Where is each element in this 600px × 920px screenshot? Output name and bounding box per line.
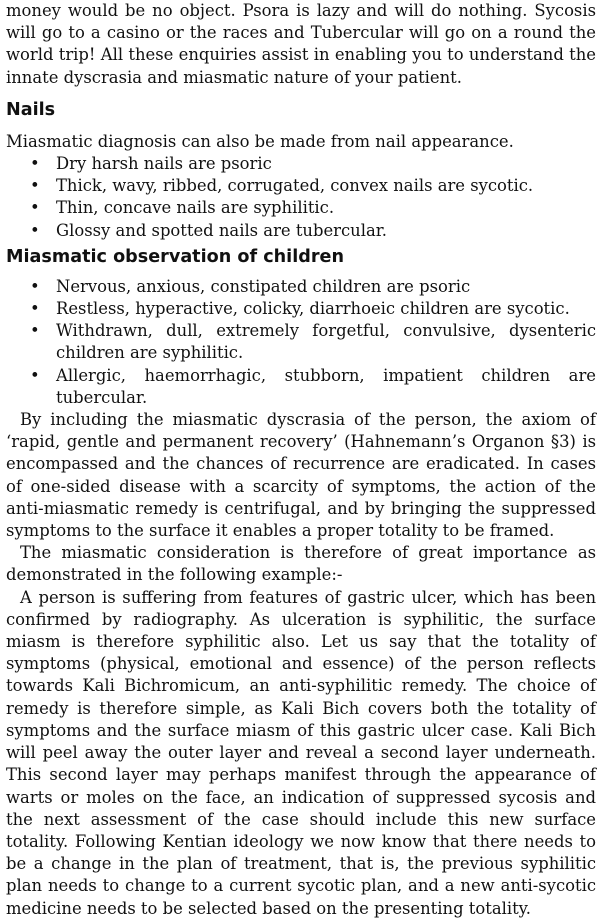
list-item: • Allergic, haemorrhagic, stubborn, impatient children are tubercular. bbox=[6, 365, 596, 409]
children-heading: Miasmatic observation of children bbox=[6, 246, 344, 267]
nails-heading: Nails bbox=[6, 99, 56, 120]
document-page bbox=[6, 0, 596, 920]
list-item: • Thin, concave nails are syphilitic. bbox=[6, 197, 596, 219]
list-item: • Glossy and spotted nails are tubercular. bbox=[6, 220, 596, 242]
list-item: • Dry harsh nails are psoric bbox=[6, 153, 596, 175]
children-list bbox=[6, 276, 596, 409]
body-paragraph: By including the miasmatic dyscrasia of the person, the axiom of ‘rapid, gentle and permanent recovery’ (Hahnemann’s Organon §3) is encompassed and the chances of recurrence are eradicated. In cases of one-sided disease with a scarcity of symptoms, the action of the anti-miasmatic remedy is centrifugal, and by bringing the suppressed symptoms to the surface it enables a proper totality to be framed. bbox=[6, 410, 596, 541]
body-paragraph: The miasmatic consideration is therefore of great importance as demonstrated in the following example:- bbox=[6, 543, 596, 585]
body-paragraph: A person is suffering from features of gastric ulcer, which has been confirmed by radiography. As ulceration is syphilitic, the surface miasm is therefore syphilitic also. Let us say that the totality of symptoms (physical, emotional and essence) of the person reflects towards Kali Bichromicum, an anti-syphilitic remedy. The choice of remedy is therefore simple, as Kali Bich covers both the totality of symptoms and the surface miasm of this gastric ulcer case. Kali Bich will peel away the outer layer and reveal a second layer underneath. This second layer may perhaps manifest through the appearance of warts or moles on the face, an indication of suppressed sycosis and the next assessment of the case should include this new surface totality. Following Kentian ideology we now know that there needs to be a change in the plan of treatment, that is, the previous syphilitic plan needs to change to a current sycotic plan, and a new anti-sycotic medicine needs to be selected based on the presenting totality. bbox=[6, 587, 596, 918]
intro-paragraph: money would be no object. Psora is lazy and will do nothing. Sycosis will go to a casino or the races and Tubercular will go on a round the world trip! All these enquiries assist in enabling you to understand the innate dyscrasia and miasmatic nature of your patient. bbox=[6, 1, 596, 87]
nails-list bbox=[6, 153, 596, 242]
list-item: • Withdrawn, dull, extremely forgetful, convulsive, dysenteric children are syphilitic. bbox=[6, 320, 596, 364]
nails-intro: Miasmatic diagnosis can also be made from nail appearance. bbox=[6, 131, 514, 151]
list-item: • Restless, hyperactive, colicky, diarrhoeic children are sycotic. bbox=[6, 298, 596, 320]
list-item: • Nervous, anxious, constipated children are psoric bbox=[6, 276, 596, 298]
list-item: • Thick, wavy, ribbed, corrugated, convex nails are sycotic. bbox=[6, 175, 596, 197]
